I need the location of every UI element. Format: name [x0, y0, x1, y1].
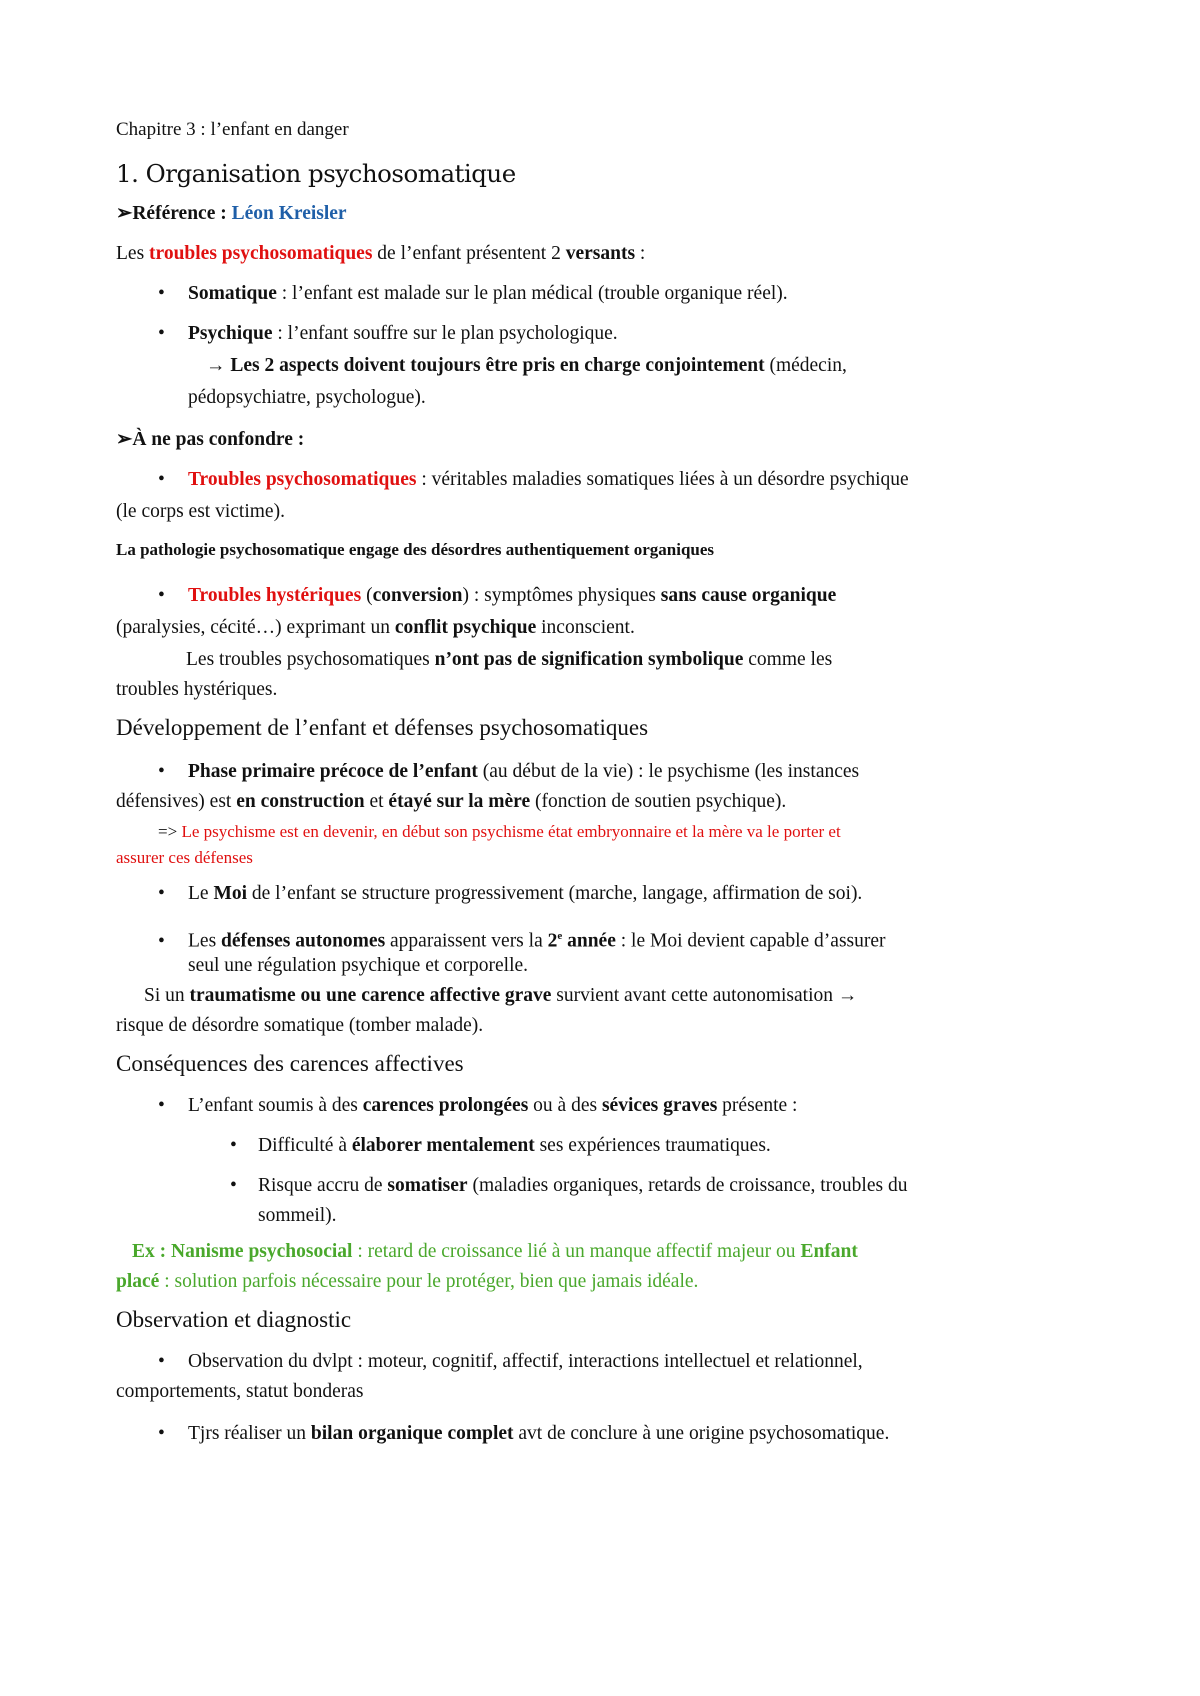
bullet-icon: • [158, 283, 165, 304]
bullet-icon: • [230, 1175, 237, 1196]
section-heading-organisation: 1. Organisation psychosomatique [116, 159, 516, 188]
psychisme-note-cont: assurer ces défenses [116, 848, 253, 867]
list-item-psychique: • Psychique : l’enfant souffre sur le plan psychologique. [158, 318, 618, 350]
list-item-defenses-autonomes-cont: seul une régulation psychique et corporelle. [188, 955, 529, 976]
confondre-heading: ➢À ne pas confondre : [116, 429, 305, 450]
chapter-title: Chapitre 3 : l’enfant en danger [116, 119, 349, 140]
example-nanisme-cont: placé : solution parfois nécessaire pour le protéger, bien que jamais idéale. [116, 1271, 699, 1292]
intro-paragraph: Les troubles psychosomatiques de l’enfant présentent 2 versants : [116, 243, 646, 264]
list-item-observation-cont: comportements, statut bonderas [116, 1381, 364, 1402]
list-item-observation: • Observation du dvlpt : moteur, cognitif, affectif, interactions intellectuel et relationnel, [158, 1346, 863, 1378]
bullet-icon: • [230, 1135, 237, 1156]
section-heading-developpement: Développement de l’enfant et défenses psychosomatiques [116, 715, 649, 740]
arrowhead-icon: ➢ [116, 429, 133, 450]
example-nanisme: Ex : Nanisme psychosocial : retard de croissance lié à un manque affectif majeur ou Enfant [132, 1241, 858, 1262]
symbolique-note: Les troubles psychosomatiques n’ont pas de signification symbolique comme les [186, 649, 833, 670]
traumatisme-paragraph: Si un traumatisme ou une carence affective grave survient avant cette autonomisation → [144, 985, 858, 1006]
list-item-psychique-arrow: → Les 2 aspects doivent toujours être pris en charge conjointement (médecin, [206, 355, 847, 376]
list-item-defenses-autonomes: • Les défenses autonomes apparaissent vers la 2e année : le Moi devient capable d’assurer [158, 920, 886, 958]
list-item-bilan: • Tjrs réaliser un bilan organique complet avt de conclure à une origine psychosomatique. [158, 1418, 889, 1450]
list-item-troubles-hysteriques-cont: (paralysies, cécité…) exprimant un conflit psychique inconscient. [116, 617, 635, 638]
section-heading-observation: Observation et diagnostic [116, 1307, 352, 1332]
section-heading-consequences: Conséquences des carences affectives [116, 1051, 464, 1076]
arrowhead-icon: ➢ [116, 203, 133, 224]
bullet-icon: • [158, 883, 165, 904]
list-item-troubles-psychosomatiques-cont: (le corps est victime). [116, 501, 285, 522]
bullet-icon: • [158, 1423, 165, 1444]
bullet-icon: • [158, 469, 165, 490]
list-item-somatique: • Somatique : l’enfant est malade sur le plan médical (trouble organique réel). [158, 278, 788, 310]
sub-item-somatiser-cont: sommeil). [258, 1205, 337, 1226]
sub-item-somatiser: • Risque accru de somatiser (maladies organiques, retards de croissance, troubles du [230, 1170, 907, 1202]
list-item-psychique-cont: pédopsychiatre, psychologue). [188, 387, 426, 408]
traumatisme-paragraph-cont: risque de désordre somatique (tomber malade). [116, 1015, 484, 1036]
sub-item-elaborer: • Difficulté à élaborer mentalement ses expériences traumatiques. [230, 1130, 771, 1162]
bullet-icon: • [158, 1095, 165, 1116]
bullet-icon: • [158, 761, 165, 782]
reference-line: ➢Référence : Léon Kreisler [116, 203, 347, 224]
list-item-phase-primaire-cont: défensives) est en construction et étayé sur la mère (fonction de soutien psychique). [116, 791, 787, 812]
bullet-icon: • [158, 930, 165, 952]
bullet-icon: • [158, 323, 165, 344]
list-item-phase-primaire: • Phase primaire précoce de l’enfant (au début de la vie) : le psychisme (les instances [158, 756, 859, 788]
bullet-icon: • [158, 1351, 165, 1372]
pathologie-note: La pathologie psychosomatique engage des désordres authentiquement organiques [116, 540, 715, 559]
list-item-carences: • L’enfant soumis à des carences prolongées ou à des sévices graves présente : [158, 1090, 797, 1122]
bullet-icon: • [158, 585, 165, 606]
symbolique-note-cont: troubles hystériques. [116, 679, 278, 700]
list-item-troubles-hysteriques: • Troubles hystériques (conversion) : symptômes physiques sans cause organique [158, 580, 836, 612]
list-item-troubles-psychosomatiques: • Troubles psychosomatiques : véritables maladies somatiques liées à un désordre psychique [158, 464, 909, 496]
list-item-moi: • Le Moi de l’enfant se structure progressivement (marche, langage, affirmation de soi). [158, 878, 862, 910]
psychisme-note: => Le psychisme est en devenir, en début son psychisme état embryonnaire et la mère va le porter et [158, 822, 841, 841]
reference-author: Léon Kreisler [231, 203, 347, 224]
